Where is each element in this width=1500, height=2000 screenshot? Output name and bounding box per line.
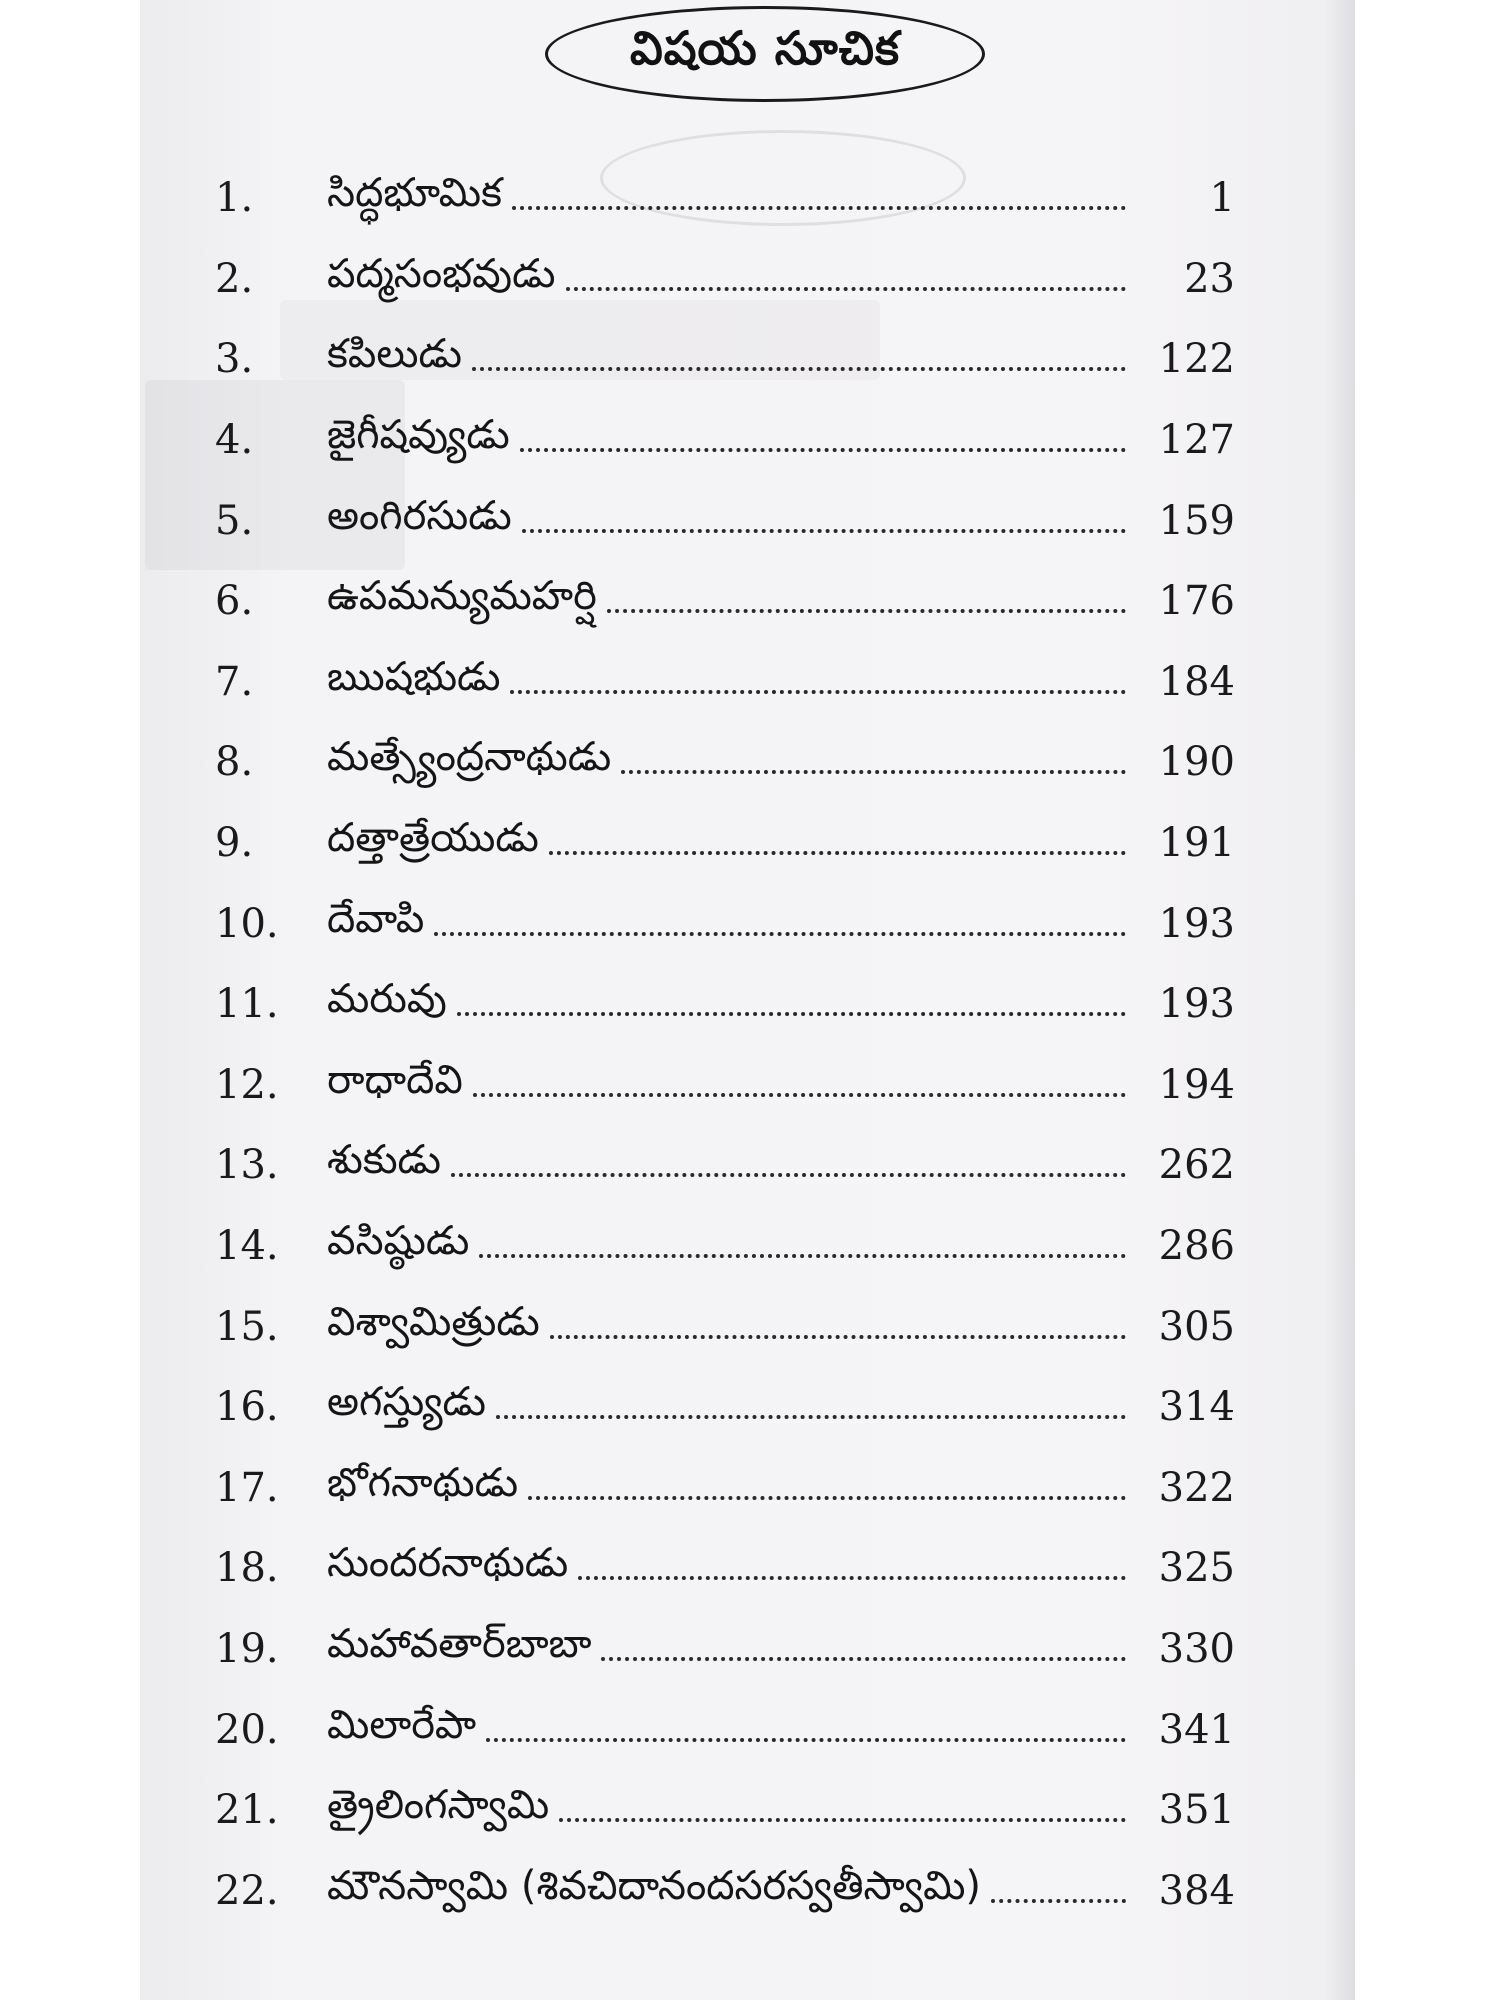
entry-page-number: 176 bbox=[1158, 578, 1235, 625]
entry-title: మిలారేపా bbox=[327, 1701, 477, 1748]
dot-leader bbox=[520, 448, 1126, 452]
dot-leader bbox=[991, 1899, 1126, 1903]
entry-number: 21. bbox=[215, 1787, 279, 1834]
toc-entry bbox=[215, 1448, 1235, 1529]
dot-leader bbox=[549, 851, 1126, 855]
entry-page-number: 190 bbox=[1158, 739, 1235, 786]
entry-number: 2. bbox=[215, 255, 254, 302]
entry-number: 5. bbox=[215, 497, 254, 544]
entry-number: 12. bbox=[215, 1061, 279, 1108]
dot-leader bbox=[486, 1738, 1126, 1742]
dot-leader bbox=[510, 690, 1126, 694]
dot-leader bbox=[434, 932, 1126, 936]
entry-page-number: 262 bbox=[1158, 1142, 1235, 1189]
toc-entry bbox=[215, 319, 1235, 400]
dot-leader bbox=[601, 1657, 1126, 1661]
entry-title: దత్తాత్రేయుడు bbox=[327, 815, 539, 862]
entry-title: మౌనస్వామి (శివచిదానందసరస్వతీస్వామి) bbox=[327, 1862, 982, 1909]
entry-title: దేవాపి bbox=[327, 895, 425, 942]
dot-leader bbox=[451, 1173, 1126, 1177]
entry-page-number: 305 bbox=[1158, 1303, 1235, 1350]
toc-entry bbox=[215, 561, 1235, 642]
entry-page-number: 322 bbox=[1158, 1464, 1235, 1511]
dot-leader bbox=[472, 367, 1126, 371]
entry-title: మహావతార్‌బాబా bbox=[327, 1620, 592, 1667]
toc-entry bbox=[215, 1609, 1235, 1690]
entry-number: 8. bbox=[215, 739, 254, 786]
entry-number: 4. bbox=[215, 417, 254, 464]
entry-number: 9. bbox=[215, 820, 254, 867]
entry-page-number: 122 bbox=[1158, 336, 1235, 383]
toc-entry bbox=[215, 400, 1235, 481]
entry-page-number: 23 bbox=[1184, 255, 1235, 302]
toc-entry bbox=[215, 883, 1235, 964]
entry-title: వసిష్ఠుడు bbox=[327, 1218, 470, 1265]
entry-title: కపిలుడు bbox=[327, 331, 462, 378]
entry-page-number: 184 bbox=[1158, 658, 1235, 705]
toc-entry bbox=[215, 239, 1235, 320]
entry-title: భోగనాథుడు bbox=[327, 1459, 519, 1506]
entry-page-number: 1 bbox=[1209, 175, 1235, 222]
dot-leader bbox=[621, 770, 1126, 774]
entry-title: సిద్ధభూమిక bbox=[327, 170, 502, 217]
entry-title: శుకుడు bbox=[327, 1137, 441, 1184]
title-oval bbox=[545, 6, 985, 102]
entry-title: మరువు bbox=[327, 976, 447, 1023]
toc-entry bbox=[215, 642, 1235, 723]
entry-number: 19. bbox=[215, 1625, 279, 1672]
dot-leader bbox=[607, 609, 1126, 613]
entry-number: 6. bbox=[215, 578, 254, 625]
entry-number: 1. bbox=[215, 175, 254, 222]
entry-page-number: 351 bbox=[1158, 1787, 1235, 1834]
entry-page-number: 384 bbox=[1158, 1867, 1235, 1914]
entry-title: మత్స్యేంద్రనాథుడు bbox=[327, 734, 612, 781]
entry-number: 14. bbox=[215, 1223, 279, 1270]
entry-title: ఋషభుడు bbox=[327, 653, 501, 700]
table-of-contents bbox=[215, 158, 1235, 1931]
entry-page-number: 314 bbox=[1158, 1384, 1235, 1431]
entry-number: 7. bbox=[215, 658, 254, 705]
toc-entry bbox=[215, 480, 1235, 561]
entry-page-number: 127 bbox=[1158, 417, 1235, 464]
page-title: విషయ సూచిక bbox=[630, 21, 900, 75]
toc-entry bbox=[215, 1045, 1235, 1126]
entry-title: విశ్వామిత్రుడు bbox=[327, 1298, 540, 1345]
entry-number: 15. bbox=[215, 1303, 279, 1350]
toc-entry bbox=[215, 1770, 1235, 1851]
toc-entry bbox=[215, 1850, 1235, 1931]
entry-page-number: 286 bbox=[1158, 1223, 1235, 1270]
toc-entry bbox=[215, 1286, 1235, 1367]
entry-title: ఉపమన్యుమహర్షి bbox=[327, 573, 597, 620]
toc-entry bbox=[215, 722, 1235, 803]
entry-title: సుందరనాథుడు bbox=[327, 1540, 569, 1587]
entry-title: త్రైలింగస్వామి bbox=[327, 1782, 550, 1829]
entry-title: అంగిరసుడు bbox=[327, 492, 512, 539]
entry-title: రాధాదేవి bbox=[327, 1056, 463, 1103]
entry-number: 17. bbox=[215, 1464, 279, 1511]
dot-leader bbox=[528, 1496, 1126, 1500]
dot-leader bbox=[550, 1335, 1126, 1339]
entry-number: 10. bbox=[215, 900, 279, 947]
entry-title: అగస్త్యుడు bbox=[327, 1379, 486, 1426]
entry-page-number: 193 bbox=[1158, 981, 1235, 1028]
toc-entry bbox=[215, 1367, 1235, 1448]
toc-entry bbox=[215, 1528, 1235, 1609]
entry-number: 16. bbox=[215, 1384, 279, 1431]
entry-page-number: 194 bbox=[1158, 1061, 1235, 1108]
toc-entry bbox=[215, 964, 1235, 1045]
entry-page-number: 193 bbox=[1158, 900, 1235, 947]
dot-leader bbox=[578, 1576, 1126, 1580]
entry-page-number: 325 bbox=[1158, 1545, 1235, 1592]
entry-page-number: 341 bbox=[1158, 1706, 1235, 1753]
toc-entry bbox=[215, 1125, 1235, 1206]
entry-title: జైగీషవ్యుడు bbox=[327, 412, 510, 459]
entry-number: 20. bbox=[215, 1706, 279, 1753]
dot-leader bbox=[457, 1012, 1126, 1016]
dot-leader bbox=[512, 206, 1126, 210]
toc-entry bbox=[215, 158, 1235, 239]
entry-number: 11. bbox=[215, 981, 279, 1028]
dot-leader bbox=[496, 1415, 1126, 1419]
entry-page-number: 330 bbox=[1158, 1625, 1235, 1672]
entry-page-number: 191 bbox=[1158, 820, 1235, 867]
entry-number: 22. bbox=[215, 1867, 279, 1914]
entry-number: 13. bbox=[215, 1142, 279, 1189]
toc-entry bbox=[215, 1206, 1235, 1287]
entry-page-number: 159 bbox=[1158, 497, 1235, 544]
page-edge-shadow bbox=[1325, 0, 1355, 2000]
dot-leader bbox=[473, 1093, 1126, 1097]
entry-title: పద్మసంభవుడు bbox=[327, 250, 556, 297]
toc-entry bbox=[215, 803, 1235, 884]
book-page bbox=[140, 0, 1355, 2000]
dot-leader bbox=[566, 287, 1126, 291]
toc-entry bbox=[215, 1689, 1235, 1770]
dot-leader bbox=[559, 1818, 1126, 1822]
entry-number: 3. bbox=[215, 336, 254, 383]
entry-number: 18. bbox=[215, 1545, 279, 1592]
dot-leader bbox=[479, 1254, 1126, 1258]
dot-leader bbox=[522, 529, 1126, 533]
